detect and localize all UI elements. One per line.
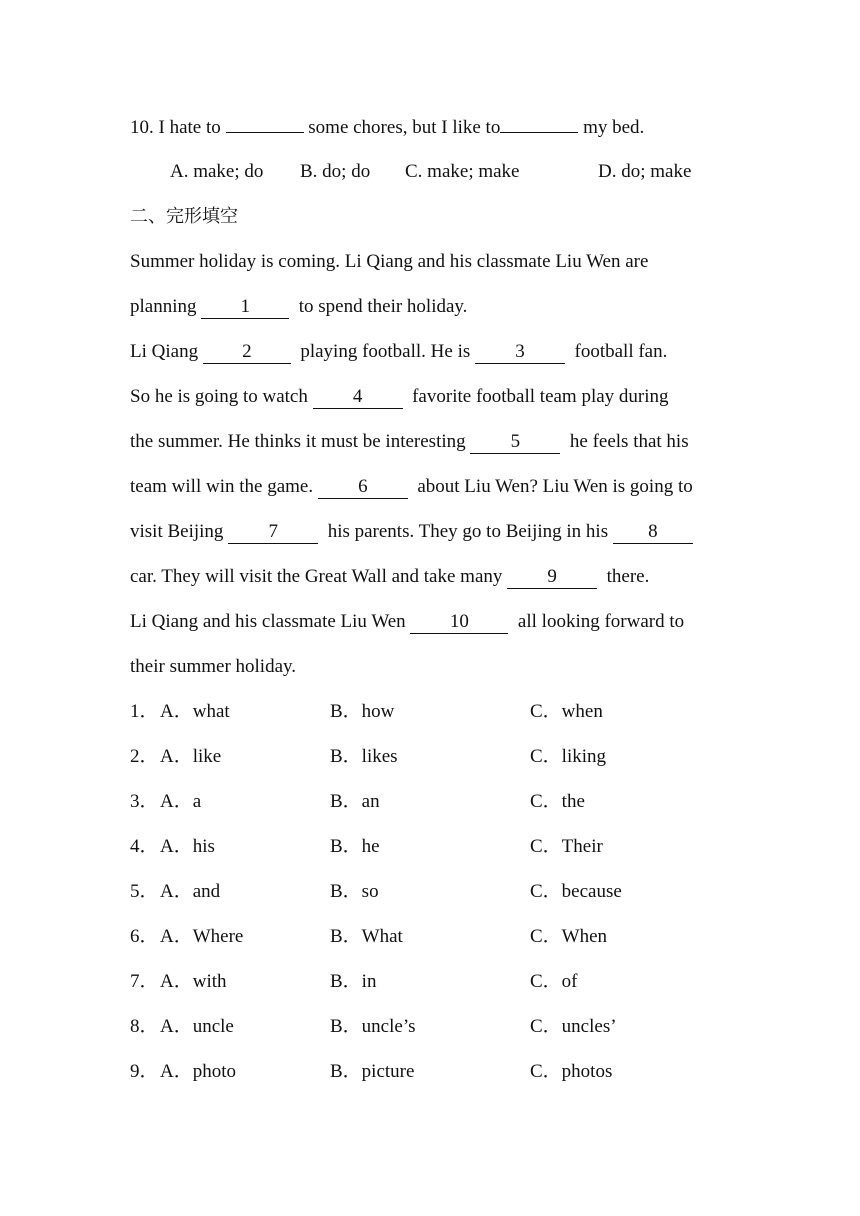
blank-6: 6 [318,476,408,499]
blank-9: 9 [507,566,597,589]
passage-line-1: Summer holiday is coming. Li Qiang and his classmate Liu Wen are [130,251,649,272]
choice-option-a: A．a [160,791,202,812]
passage-line-8 [130,564,649,590]
passage-text: the summer. He thinks it must be interesting [130,431,471,452]
passage-text: team will win the game. [130,476,318,497]
choice-number: 4． [130,836,159,857]
choice-option-b: B．so [330,881,379,902]
choice-option-b: B．What [330,926,403,947]
choice-option-c: C．liking [530,746,607,767]
passage-text: Li Qiang [130,341,203,362]
choice-number: 2． [130,746,159,767]
passage-text: visit Beijing [130,521,229,542]
passage-line-6 [130,474,693,500]
passage-text: So he is going to watch [130,386,313,407]
passage-text: planning [130,296,202,317]
choice-option-c: C．photos [530,1061,613,1082]
passage-text: his parents. They go to Beijing in his [318,521,613,542]
blank-8: 8 [613,521,693,544]
choice-number: 1． [130,701,159,722]
choice-option-c: C．the [530,791,585,812]
question-10-option-d: D. do; make [598,161,692,182]
question-10-option-a: A. make; do [170,161,264,182]
choice-number: 9． [130,1061,159,1082]
question-10-option-c: C. make; make [405,161,520,182]
blank-1: 1 [201,296,289,319]
passage-text: all looking forward to [508,611,685,632]
section-heading: 二、完形填空 [130,206,238,227]
question-10-text-1: 10. I hate to [130,117,226,138]
choice-number: 8． [130,1016,159,1037]
passage-line-9 [130,609,684,635]
choice-option-a: A．Where [160,926,244,947]
choice-option-b: B．uncle’s [330,1016,416,1037]
blank-2: 2 [203,341,291,364]
passage-line-4 [130,384,669,410]
choice-option-b: B．in [330,971,377,992]
passage-text: to spend their holiday. [289,296,468,317]
passage-text: about Liu Wen? Liu Wen is going to [407,476,693,497]
blank-3: 3 [475,341,565,364]
choice-number: 3． [130,791,159,812]
choice-option-c: C．When [530,926,608,947]
choice-option-b: B．an [330,791,380,812]
choice-option-b: B．likes [330,746,398,767]
choice-number: 7． [130,971,159,992]
passage-line-3 [130,339,667,365]
question-10-blank-1 [226,114,304,133]
choice-option-a: A．what [160,701,230,722]
passage-line-10: their summer holiday. [130,656,297,677]
choice-option-a: A．his [160,836,215,857]
choice-option-a: A．with [160,971,227,992]
choice-option-c: C．because [530,881,622,902]
passage-text: car. They will visit the Great Wall and take many [130,566,508,587]
blank-7: 7 [228,521,318,544]
choice-option-a: A．photo [160,1061,237,1082]
choice-option-c: C．when [530,701,603,722]
question-10-blank-2 [500,114,578,133]
passage-text: he feels that his [560,431,689,452]
passage-text: Li Qiang and his classmate Liu Wen [130,611,411,632]
choice-option-b: B．how [330,701,395,722]
question-10-text-2: some chores, but I like to [303,117,501,138]
passage-text: favorite football team play during [402,386,669,407]
passage-line-5 [130,429,689,455]
choice-option-c: C．of [530,971,578,992]
question-10-text-3: my bed. [578,117,645,138]
choice-number: 5． [130,881,159,902]
passage-text: football fan. [565,341,668,362]
choice-number: 6． [130,926,159,947]
question-10-option-b: B. do; do [300,161,371,182]
choice-option-a: A．like [160,746,222,767]
passage-text: there. [597,566,650,587]
passage-line-7 [130,519,693,545]
choice-option-a: A．uncle [160,1016,234,1037]
choice-option-c: C．Their [530,836,603,857]
blank-4: 4 [313,386,403,409]
blank-5: 5 [470,431,560,454]
choice-option-c: C．uncles’ [530,1016,617,1037]
choice-option-b: B．he [330,836,380,857]
choice-option-a: A．and [160,881,221,902]
passage-line-2 [130,294,467,320]
passage-text: playing football. He is [290,341,475,362]
question-10-stem [130,114,644,141]
blank-10: 10 [410,611,508,634]
choice-option-b: B．picture [330,1061,415,1082]
